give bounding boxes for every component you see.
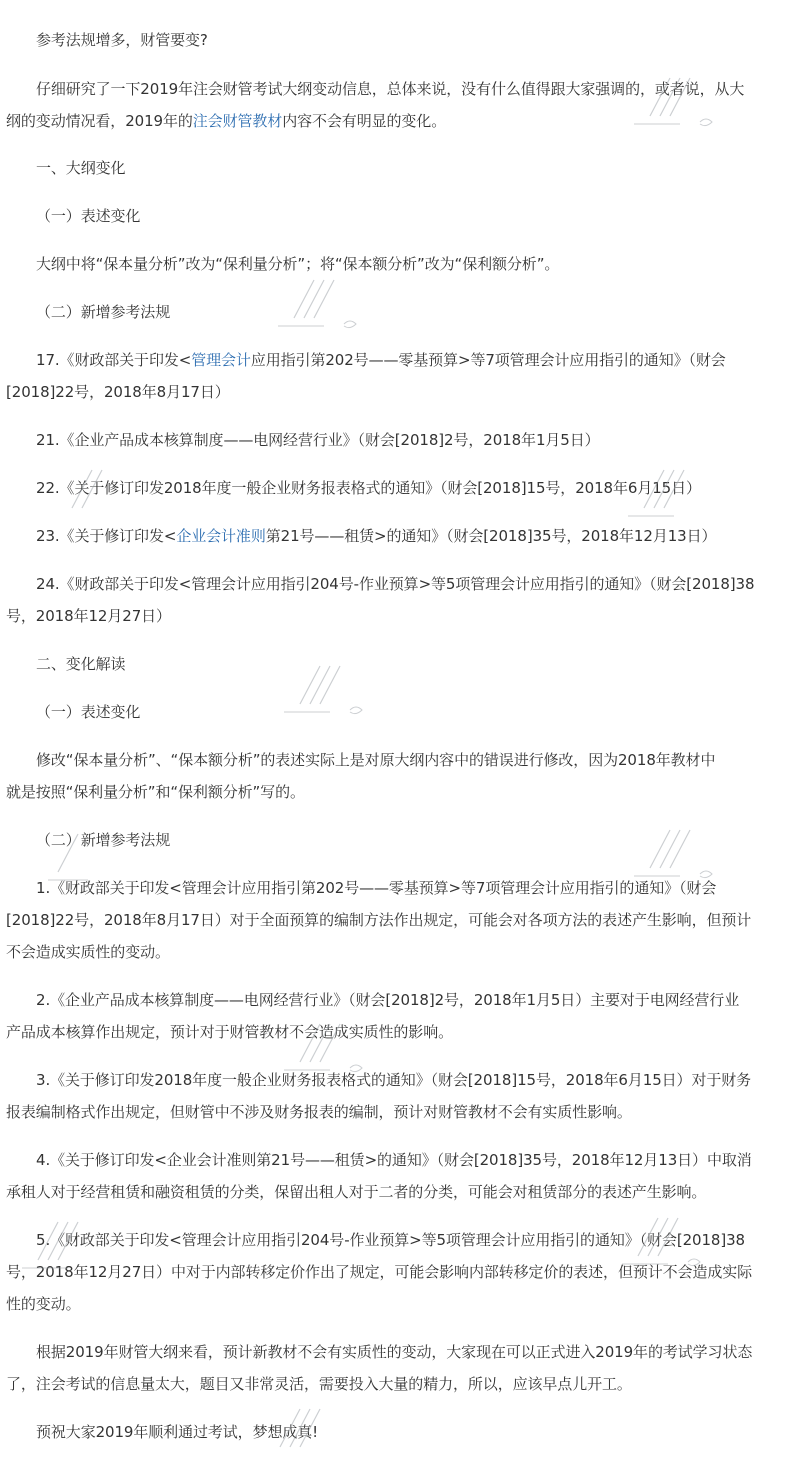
explanation-item-2: 2.《企业产品成本核算制度——电网经营行业》（财会[2018]2号，2018年1月5日）主要对于电网经营行业 产品成本核算作出规定，预计对于财管教材不会造成实质性的影响。 xyxy=(6,991,740,1041)
regulation-item-23: 23.《关于修订印发<企业会计准则第21号——租赁>的通知》（财会[2018]35号，2018年12月13日） xyxy=(36,527,717,545)
closing-wish: 预祝大家2019年顺利通过考试，梦想成真! xyxy=(36,1423,319,1441)
subheading-new-regulations-2: （二）新增参考法规 xyxy=(36,831,171,849)
intro-heading: 参考法规增多，财管要变? xyxy=(36,31,208,49)
explanation-item-4: 4.《关于修订印发<企业会计准则第21号——租赁>的通知》（财会[2018]35号，2018年12月13日）中取消 承租人对于经营租赁和融资租赁的分类，保留出租人对于二者的分类，可能会对租赁部分的表述产生影响。 xyxy=(6,1151,752,1201)
explanation-item-5: 5.《财政部关于印发<管理会计应用指引204号-作业预算>等5项管理会计应用指引的通知》（财会[2018]38 号，2018年12月27日）中对于内部转移定价作出了规定，可能会影响内部转移定价的表述，但预计不会造成实际 性的变动。 xyxy=(6,1231,753,1313)
section-heading-outline-changes: 一、大纲变化 xyxy=(36,159,126,177)
wording-change-paragraph: 大纲中将“保本量分析”改为“保利量分析”；将“保本额分析”改为“保利额分析”。 xyxy=(36,255,560,273)
accounting-standards-link[interactable]: 企业会计准则 xyxy=(176,527,266,545)
regulation-item-17: 17.《财政部关于印发<管理会计应用指引第202号——零基预算>等7项管理会计应用指引的通知》（财会 [2018]22号，2018年8月17日） xyxy=(6,351,726,401)
explanation-item-1: 1.《财政部关于印发<管理会计应用指引第202号——零基预算>等7项管理会计应用指引的通知》（财会 [2018]22号，2018年8月17日）对于全面预算的编制方法作出规定，可能会对各项方法的表述产生影响，但预计 不会造成实质性的变动。 xyxy=(6,879,752,961)
management-accounting-link[interactable]: 管理会计 xyxy=(191,351,251,369)
conclusion-paragraph: 根据2019年财管大纲来看，预计新教材不会有实质性的变动，大家现在可以正式进入2019年的考试学习状态 了，注会考试的信息量太大，题目又非常灵活，需要投入大量的精力，所以，应该早点儿开工。 xyxy=(6,1343,753,1393)
intro-paragraph: 仔细研究了一下2019年注会财管考试大纲变动信息，总体来说，没有什么值得跟大家强调的，或者说，从大 纲的变动情况看，2019年的注会财管教材内容不会有明显的变化。 xyxy=(6,80,745,130)
regulation-item-22: 22.《关于修订印发2018年度一般企业财务报表格式的通知》（财会[2018]15号，2018年6月15日） xyxy=(36,479,701,497)
subheading-wording-changes: （一）表述变化 xyxy=(36,207,141,225)
subheading-new-regulations: （二）新增参考法规 xyxy=(36,303,171,321)
regulation-item-24: 24.《财政部关于印发<管理会计应用指引204号-作业预算>等5项管理会计应用指引的通知》（财会[2018]38 号，2018年12月27日） xyxy=(6,575,755,625)
subheading-wording-changes-2: （一）表述变化 xyxy=(36,703,141,721)
section-heading-interpretation: 二、变化解读 xyxy=(36,655,126,673)
cpa-finance-textbook-link[interactable]: 注会财管教材 xyxy=(192,112,283,130)
regulation-item-21: 21.《企业产品成本核算制度——电网经营行业》（财会[2018]2号，2018年1月5日） xyxy=(36,431,600,449)
interpretation-paragraph: 修改“保本量分析”、“保本额分析”的表述实际上是对原大纲内容中的错误进行修改，因为2018年教材中 就是按照“保利量分析”和“保利额分析”写的。 xyxy=(6,751,716,801)
explanation-item-3: 3.《关于修订印发2018年度一般企业财务报表格式的通知》（财会[2018]15号，2018年6月15日）对于财务 报表编制格式作出规定，但财管中不涉及财务报表的编制，预计对财管教材不会有实质性影响。 xyxy=(6,1071,752,1121)
